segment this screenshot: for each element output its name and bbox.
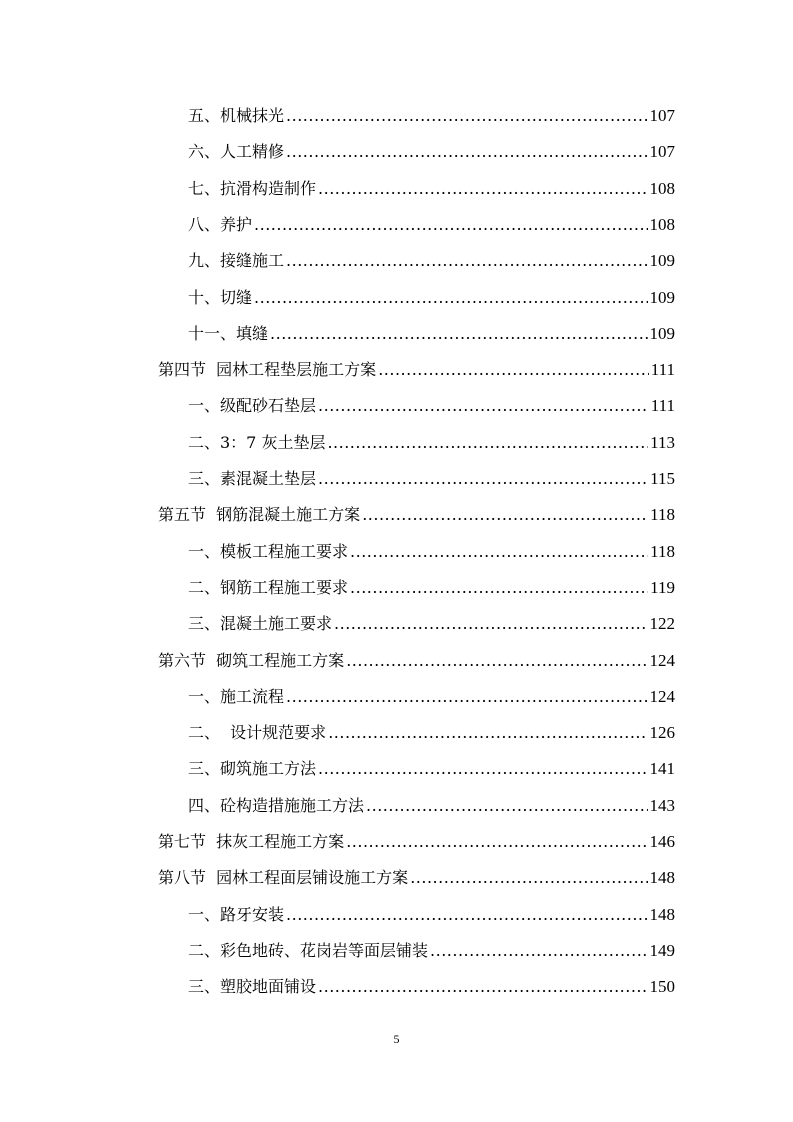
toc-entry-title: 第五节 钢筋混凝土施工方案 — [158, 505, 361, 525]
toc-entry-page: 122 — [649, 614, 675, 634]
toc-entry-page: 107 — [649, 142, 675, 162]
toc-section-entry[interactable] — [0, 816, 675, 852]
toc-entry-page: 108 — [649, 214, 675, 234]
toc-subsection-entry[interactable] — [0, 562, 675, 598]
toc-entry-page: 113 — [650, 432, 675, 452]
toc-dot-leader — [410, 868, 647, 888]
toc-entry-page: 119 — [650, 577, 675, 597]
toc-entry-title: 二、 设计规范要求 — [188, 723, 327, 743]
toc-entry-page: 143 — [649, 795, 675, 815]
toc-section-entry[interactable] — [0, 344, 675, 380]
toc-subsection-entry[interactable] — [0, 925, 675, 961]
toc-entry-title: 三、混凝土施工要求 — [188, 614, 333, 634]
toc-entry-title: 第八节 园林工程面层铺设施工方案 — [158, 868, 409, 888]
toc-subsection-entry[interactable] — [0, 199, 675, 235]
toc-entry-title: 一、路牙安装 — [188, 904, 285, 924]
toc-dot-leader — [346, 832, 647, 852]
toc-dot-leader — [362, 505, 648, 525]
toc-dot-leader — [430, 941, 647, 961]
toc-subsection-entry[interactable] — [0, 961, 675, 997]
toc-dot-leader — [270, 324, 647, 344]
toc-entry-title: 一、级配砂石垫层 — [188, 396, 317, 416]
toc-subsection-entry[interactable] — [0, 743, 675, 779]
toc-entry-page: 150 — [649, 977, 675, 997]
toc-entry-page: 141 — [649, 759, 675, 779]
toc-entry-page: 149 — [649, 940, 675, 960]
toc-entry-title: 二、钢筋工程施工要求 — [188, 577, 349, 597]
toc-dot-leader — [286, 142, 647, 162]
toc-entry-title: 三、塑胶地面铺设 — [188, 977, 317, 997]
toc-subsection-entry[interactable] — [0, 380, 675, 416]
toc-dot-leader — [318, 179, 647, 199]
toc-entry-title: 十一、填缝 — [188, 323, 269, 343]
toc-subsection-entry[interactable] — [0, 598, 675, 634]
toc-subsection-entry[interactable] — [0, 707, 675, 743]
toc-entry-page: 148 — [649, 868, 675, 888]
page-number: 5 — [393, 1032, 400, 1046]
toc-dot-leader — [366, 796, 647, 816]
toc-entry-page: 109 — [649, 251, 675, 271]
toc-entry-title: 二、彩色地砖、花岗岩等面层铺装 — [188, 940, 429, 960]
toc-entry-title: 一、施工流程 — [188, 686, 285, 706]
toc-subsection-entry[interactable] — [0, 235, 675, 271]
toc-subsection-entry[interactable] — [0, 780, 675, 816]
toc-entry-title: 六、人工精修 — [188, 142, 285, 162]
toc-entry-title: 二、3：7 灰土垫层 — [188, 432, 326, 452]
toc-entry-page: 126 — [649, 723, 675, 743]
toc-dot-leader — [286, 687, 647, 707]
toc-dot-leader — [286, 106, 647, 126]
toc-section-entry[interactable] — [0, 489, 675, 525]
toc-subsection-entry[interactable] — [0, 417, 675, 453]
toc-section-entry[interactable] — [0, 852, 675, 888]
toc-section-entry[interactable] — [0, 635, 675, 671]
toc-subsection-entry[interactable] — [0, 671, 675, 707]
toc-entry-page: 107 — [649, 106, 675, 125]
toc-entry-title: 九、接缝施工 — [188, 251, 285, 271]
toc-entry-page: 124 — [649, 650, 675, 670]
toc-dot-leader — [328, 723, 647, 743]
toc-dot-leader — [286, 251, 647, 271]
toc-dot-leader — [286, 905, 647, 925]
toc-entry-page: 108 — [649, 178, 675, 198]
toc-entry-title: 八、养护 — [188, 214, 253, 234]
toc-entry-title: 第四节 园林工程垫层施工方案 — [158, 360, 377, 380]
toc-dot-leader — [378, 360, 649, 380]
toc-dot-leader — [327, 433, 648, 453]
toc-entry-title: 五、机械抹光 — [188, 106, 285, 125]
toc-subsection-entry[interactable] — [0, 272, 675, 308]
toc-dot-leader — [254, 288, 647, 308]
toc-entry-title: 第七节 抹灰工程施工方案 — [158, 832, 345, 851]
toc-entry-title: 一、模板工程施工要求 — [188, 541, 349, 561]
toc-dot-leader — [350, 542, 648, 562]
toc-dot-leader — [318, 977, 647, 997]
toc-subsection-entry[interactable] — [0, 308, 675, 344]
toc-entry-title: 四、砼构造措施施工方法 — [188, 795, 365, 815]
toc-entry-page: 118 — [650, 541, 675, 561]
toc-dot-leader — [350, 578, 648, 598]
toc-entry-page: 111 — [650, 360, 675, 380]
toc-entry-page: 118 — [650, 505, 675, 525]
toc-entry-title: 三、砌筑施工方法 — [188, 759, 317, 779]
toc-entry-title: 十、切缝 — [188, 287, 253, 307]
toc-entry-page: 109 — [649, 323, 675, 343]
toc-entry-page: 111 — [650, 396, 675, 416]
toc-dot-leader — [318, 759, 647, 779]
toc-dot-leader — [318, 469, 648, 489]
toc-subsection-entry[interactable] — [0, 889, 675, 925]
toc-entry-page: 146 — [649, 832, 675, 851]
toc-subsection-entry[interactable] — [0, 453, 675, 489]
toc-dot-leader — [346, 651, 647, 671]
toc-entry-page: 124 — [649, 686, 675, 706]
toc-subsection-entry[interactable] — [0, 526, 675, 562]
toc-subsection-entry[interactable] — [0, 90, 675, 126]
toc-entry-title: 七、抗滑构造制作 — [188, 178, 317, 198]
toc-subsection-entry[interactable] — [0, 163, 675, 199]
toc-entry-page: 115 — [650, 469, 675, 488]
toc-dot-leader — [254, 215, 647, 235]
toc-entry-page: 148 — [649, 904, 675, 924]
toc-dot-leader — [334, 614, 647, 634]
toc-entry-title: 第六节 砌筑工程施工方案 — [158, 650, 345, 670]
toc-entry-title: 三、素混凝土垫层 — [188, 469, 317, 488]
toc-subsection-entry[interactable] — [0, 126, 675, 162]
toc-dot-leader — [318, 396, 649, 416]
toc-entry-page: 109 — [649, 287, 675, 307]
